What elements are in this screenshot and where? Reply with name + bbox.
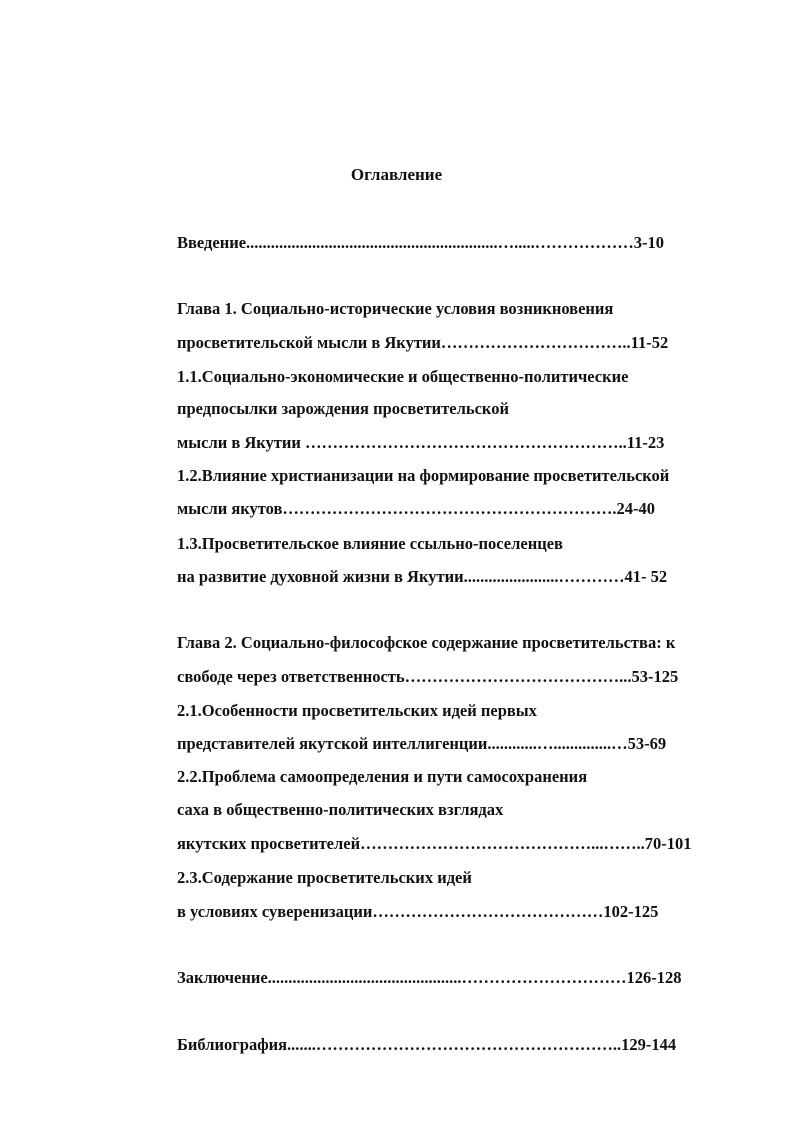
toc-entry-2-1 xyxy=(177,700,537,722)
toc-entry-1-1-end xyxy=(177,432,664,454)
toc-entry-1-2 xyxy=(177,465,669,487)
toc-line: саха в общественно-политических взглядах xyxy=(177,800,504,819)
toc-entry-chapter-1-cont xyxy=(177,332,668,354)
toc-line: якутских просветителей……………………………………...……..70-101 xyxy=(177,834,692,853)
toc-line: 2.3.Содержание просветительских идей xyxy=(177,868,472,887)
toc-entry-1-1-cont xyxy=(177,398,509,420)
toc-entry-1-3-cont xyxy=(177,566,667,588)
toc-entry-chapter-1 xyxy=(177,298,613,320)
toc-line: 1.1.Социально-экономические и общественно-политические xyxy=(177,367,629,386)
toc-entry-2-2-cont xyxy=(177,799,503,821)
toc-line: 2.1.Особенности просветительских идей первых xyxy=(177,701,537,720)
page-title: Оглавление xyxy=(350,165,443,184)
toc-line: предпосылки зарождения просветительской xyxy=(177,399,509,418)
toc-line: представителей якутской интеллигенции............…..............…53-69 xyxy=(177,734,667,753)
toc-line-1: Введение.............................................................….....………………3-10 xyxy=(177,233,665,252)
toc-entry-2-3 xyxy=(177,867,472,889)
toc-line: 2.2.Проблема самоопределения и пути самосохранения xyxy=(177,767,588,786)
toc-line: Глава 1. Социально-исторические условия возникновения xyxy=(177,299,614,318)
toc-line: на развитие духовной жизни в Якутии.......................…………41- 52 xyxy=(177,567,668,586)
toc-line: свободе через ответственность…………………………………...53-125 xyxy=(177,667,679,686)
toc-line: просветительской мысли в Якутии……………………………..11-52 xyxy=(177,333,669,352)
toc-line: мысли в Якутии …………………………………………………..11-23 xyxy=(177,433,665,452)
toc-entry-chapter-2-cont xyxy=(177,666,678,688)
toc-line: в условиях суверенизации……………………………………102-125 xyxy=(177,902,659,921)
toc-entry-chapter-2 xyxy=(177,632,675,654)
toc-entry-conclusion xyxy=(177,967,682,989)
toc-line: Глава 2. Социально-философское содержание просветительства: к xyxy=(177,633,676,652)
toc-entry-1-1 xyxy=(177,366,628,388)
toc-entry-2-2-end xyxy=(177,833,691,855)
toc-line: Библиография.......………………………………………………..129-144 xyxy=(177,1035,677,1054)
toc-entry-bibliography xyxy=(177,1034,676,1056)
toc-line: Заключение...............................................…………………………126-128 xyxy=(177,968,682,987)
toc-line: 1.3.Просветительское влияние ссыльно-поселенцев xyxy=(177,534,563,553)
toc-line: 1.2.Влияние христианизации на формирование просветительской xyxy=(177,466,670,485)
toc-entry-2-2 xyxy=(177,766,587,788)
toc-entry-2-1-cont xyxy=(177,733,666,755)
toc-entry-introduction xyxy=(177,232,664,254)
toc-line: мысли якутов…………………………………………………….24-40 xyxy=(177,499,656,518)
toc-entry-1-3 xyxy=(177,533,563,555)
toc-entry-2-3-cont xyxy=(177,901,658,923)
toc-entry-1-2-cont xyxy=(177,498,655,520)
